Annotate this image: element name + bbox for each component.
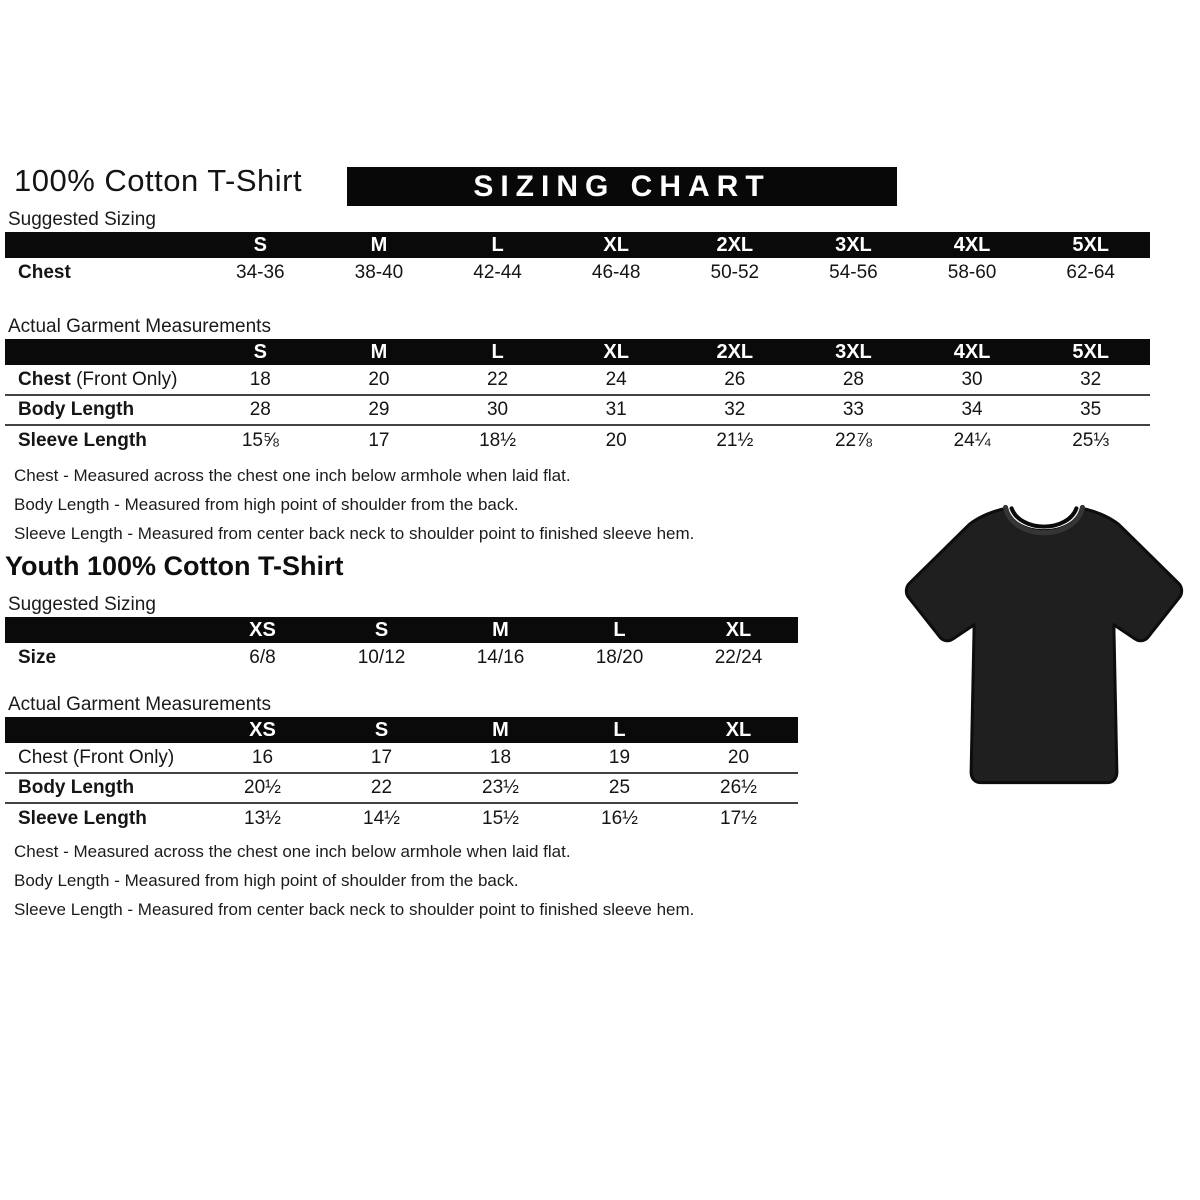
size-column-header: 5XL [1031,232,1150,258]
size-column-header: L [438,232,557,258]
row-label: Body Length [5,773,203,803]
size-column-header: L [560,617,679,643]
measurement-cell: 16½ [560,803,679,833]
size-column-header: XL [557,232,676,258]
measurement-note: Chest - Measured across the chest one inch below armhole when laid flat. [14,466,571,485]
size-column-header: XS [203,717,322,743]
measurement-row [5,773,798,803]
measurement-cell: 25 [560,773,679,803]
youth-suggested-sizing-label: Suggested Sizing [8,594,156,615]
measurement-cell: 50-52 [710,262,760,283]
row-label: Sleeve Length [5,425,201,455]
measurement-cell: 22⅞ [794,425,913,455]
size-header-row [5,717,798,743]
size-column-header: 3XL [794,232,913,258]
measurement-cell: 38-40 [354,262,404,283]
youth-actual-measurements-label: Actual Garment Measurements [8,694,271,715]
measurement-cell: 20 [368,368,390,390]
measurement-cell: 34-36 [236,262,285,283]
tshirt-image [891,477,1197,811]
header-corner-cell [5,232,201,258]
measurement-row [5,395,1150,425]
measurement-row [5,743,798,773]
adult-actual-measurements-table [5,339,1150,455]
measurement-row [5,425,1150,455]
measurement-cell: 25⅓ [1031,425,1150,455]
row-label: Chest (Front Only) [18,746,175,768]
measurement-cell: 24¼ [913,425,1032,455]
measurement-cell: 20 [557,425,676,455]
adult-actual-measurements-label: Actual Garment Measurements [8,316,271,337]
measurement-cell: 18 [489,746,512,768]
measurement-cell: 54-56 [829,262,878,283]
measurement-cell: 46-48 [591,262,641,283]
tshirt-collar-shadow [1012,508,1077,526]
size-column-header: XL [557,339,676,365]
measurement-cell: 15⅝ [201,425,320,455]
measurement-cell: 20 [727,746,750,768]
row-label: Chest (Front Only) [18,368,178,390]
measurement-cell: 26 [724,368,746,390]
measurement-cell: 18 [249,368,271,390]
measurement-cell: 21½ [676,425,795,455]
measurement-cell: 28 [201,395,320,425]
size-column-header: S [201,339,320,365]
measurement-cell: 22 [486,368,509,390]
size-column-header: M [441,617,560,643]
youth-measurement-notes [14,837,694,924]
size-header-row [5,617,798,643]
measurement-row [5,643,798,673]
row-label: Chest [18,262,71,283]
measurement-cell: 17 [370,746,393,768]
adult-suggested-sizing-label: Suggested Sizing [8,209,156,230]
measurement-cell: 14½ [322,803,441,833]
measurement-cell: 58-60 [947,262,997,283]
measurement-cell: 62-64 [1066,262,1115,283]
measurement-cell: 20½ [203,773,322,803]
measurement-cell: 17 [320,425,439,455]
size-column-header: S [201,232,320,258]
measurement-cell: 34 [913,395,1032,425]
size-column-header: 5XL [1031,339,1150,365]
size-column-header: 4XL [913,339,1032,365]
measurement-cell: 17½ [679,803,798,833]
size-column-header: M [320,339,439,365]
header-corner-cell [5,339,201,365]
size-column-header: XS [203,617,322,643]
measurement-cell: 18/20 [595,647,644,668]
size-column-header: 2XL [676,232,795,258]
size-column-header: 4XL [913,232,1032,258]
measurement-note: Chest - Measured across the chest one inch below armhole when laid flat. [14,842,571,861]
measurement-note: Body Length - Measured from high point of shoulder from the back. [14,871,519,890]
adult-suggested-sizing-table [5,232,1150,288]
measurement-cell: 23½ [441,773,560,803]
measurement-row [5,365,1150,395]
measurement-cell: 15½ [441,803,560,833]
adult-measurement-notes [14,461,694,548]
row-label: Size [18,647,57,668]
measurement-cell: 13½ [203,803,322,833]
measurement-note: Body Length - Measured from high point of shoulder from the back. [14,495,519,514]
sizing-chart-banner-text: SIZING CHART [473,169,771,203]
header-corner-cell [5,617,203,643]
measurement-cell: 30 [438,395,557,425]
page-title: 100% Cotton T-Shirt [14,163,303,198]
size-column-header: S [322,717,441,743]
size-column-header: L [438,339,557,365]
measurement-cell: 28 [842,368,864,390]
size-column-header: M [441,717,560,743]
measurement-cell: 22 [322,773,441,803]
measurement-cell: 18½ [438,425,557,455]
size-column-header: 2XL [676,339,795,365]
measurement-cell: 14/16 [476,647,525,668]
size-column-header: S [322,617,441,643]
size-column-header: L [560,717,679,743]
youth-section-title: Youth 100% Cotton T-Shirt [5,551,344,581]
tshirt-body-shape [906,508,1181,782]
size-column-header: XL [679,617,798,643]
measurement-note: Sleeve Length - Measured from center back neck to shoulder point to finished sleeve hem. [14,524,695,543]
row-label: Body Length [5,395,201,425]
measurement-row [5,803,798,833]
size-column-header: XL [679,717,798,743]
measurement-cell: 31 [557,395,676,425]
measurement-cell: 6/8 [249,647,276,668]
sizing-chart-banner [347,167,897,206]
measurement-cell: 32 [676,395,795,425]
size-column-header: 3XL [794,339,913,365]
size-header-row [5,339,1150,365]
measurement-cell: 32 [1080,368,1102,390]
measurement-row [5,258,1150,288]
measurement-cell: 16 [251,746,274,768]
size-column-header: M [320,232,439,258]
measurement-cell: 19 [608,746,631,768]
measurement-cell: 10/12 [357,647,406,668]
header-corner-cell [5,717,203,743]
measurement-cell: 29 [320,395,439,425]
measurement-cell: 35 [1031,395,1150,425]
youth-actual-measurements-table [5,717,798,833]
measurement-cell: 42-44 [473,262,522,283]
measurement-cell: 24 [605,368,627,390]
measurement-cell: 33 [794,395,913,425]
size-header-row [5,232,1150,258]
youth-suggested-sizing-table [5,617,798,673]
row-label: Sleeve Length [5,803,203,833]
measurement-note: Sleeve Length - Measured from center back neck to shoulder point to finished sleeve hem. [14,900,695,919]
measurement-cell: 22/24 [714,647,763,668]
measurement-cell: 26½ [679,773,798,803]
measurement-cell: 30 [961,368,983,390]
